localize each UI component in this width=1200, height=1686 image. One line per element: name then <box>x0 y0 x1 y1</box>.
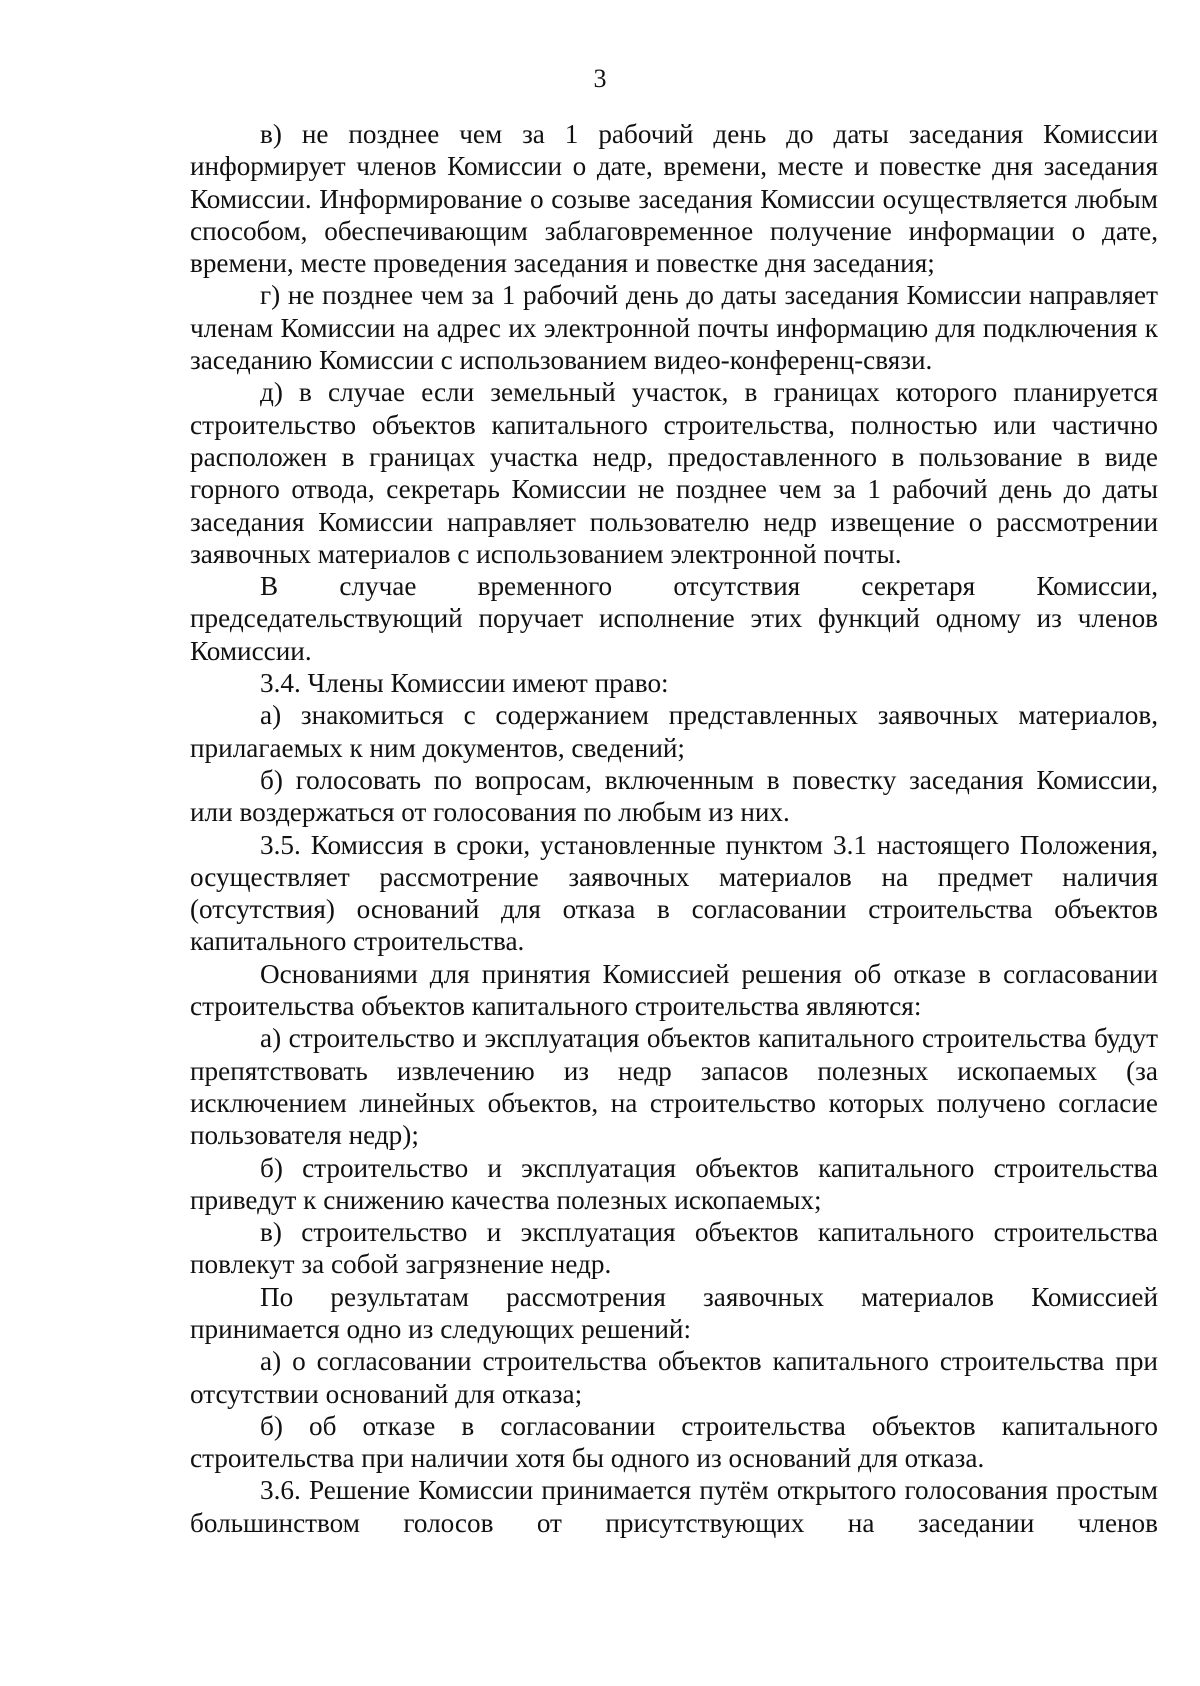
paragraph-3-4-b: б) голосовать по вопросам, включенным в повестку заседания Комиссии, или воздержаться от голосования по любым из них. <box>190 764 1158 828</box>
paragraph-grounds-b: б) строительство и эксплуатация объектов капитального строительства приведут к снижению качества полезных ископаемых; <box>190 1152 1158 1215</box>
paragraph-decisions-intro: По результатам рассмотрения заявочных материалов Комиссией принимается одно из следующих решений: <box>190 1281 1158 1344</box>
paragraph-item-v: в) не позднее чем за 1 рабочий день до даты заседания Комиссии информирует членов Комиссии о дате, времени, месте и повестке дня заседания Комиссии. Информирование о созыве заседания Комиссии осуществляется любым способом, обеспечивающим заблаговременное получение информации о дате, времени, месте проведения заседания и повестке дня заседания; <box>190 119 1158 279</box>
paragraph-decision-a: а) о согласовании строительства объектов капитального строительства при отсутствии оснований для отказа; <box>190 1346 1158 1409</box>
paragraph-3-4: 3.4. Члены Комиссии имеют право: <box>260 668 669 699</box>
paragraph-3-5: 3.5. Комиссия в сроки, установленные пунктом 3.1 настоящего Положения, осуществляет рассмотрение заявочных материалов на предмет наличия (отсутствия) оснований для отказа в согласовании строительства объектов капитального строительства. <box>190 829 1158 957</box>
paragraph-3-6: 3.6. Решение Комиссии принимается путём открытого голосования простым большинством голосов от присутствующих на заседании членов <box>190 1475 1158 1538</box>
paragraph-item-d: д) в случае если земельный участок, в границах которого планируется строительство объектов капитального строительства, полностью или частично расположен в границах участка недр, предоставленного в пользование в виде горного отвода, секретарь Комиссии не позднее чем за 1 рабочий день до даты заседания Комиссии направляет пользователю недр извещение о рассмотрении заявочных материалов с использованием электронной почты. <box>190 377 1158 569</box>
paragraph-grounds-a: а) строительство и эксплуатация объектов капитального строительства будут препятствовать извлечению из недр запасов полезных ископаемых (за исключением линейных объектов, на строительство которых получено согласие пользователя недр); <box>190 1023 1158 1151</box>
page-number: 3 <box>593 64 607 93</box>
paragraph-grounds-v: в) строительство и эксплуатация объектов капитального строительства повлекут за собой загрязнение недр. <box>190 1217 1158 1280</box>
paragraph-item-g: г) не позднее чем за 1 рабочий день до даты заседания Комиссии направляет членам Комиссии на адрес их электронной почты информацию для подключения к заседанию Комиссии с использованием видео-конференц-связи. <box>190 280 1158 376</box>
paragraph-refusal-grounds: Основаниями для принятия Комиссией решения об отказе в согласовании строительства объектов капитального строительства являются: <box>190 958 1158 1022</box>
paragraph-secretary-absence: В случае временного отсутствия секретаря Комиссии, председательствующий поручает исполнение этих функций одному из членов Комиссии. <box>190 571 1158 666</box>
paragraph-3-4-a: а) знакомиться с содержанием представленных заявочных материалов, прилагаемых к ним документов, сведений; <box>190 700 1158 763</box>
paragraph-decision-b: б) об отказе в согласовании строительства объектов капитального строительства при наличии хотя бы одного из оснований для отказа. <box>190 1410 1158 1474</box>
document-body <box>190 118 1158 1539</box>
